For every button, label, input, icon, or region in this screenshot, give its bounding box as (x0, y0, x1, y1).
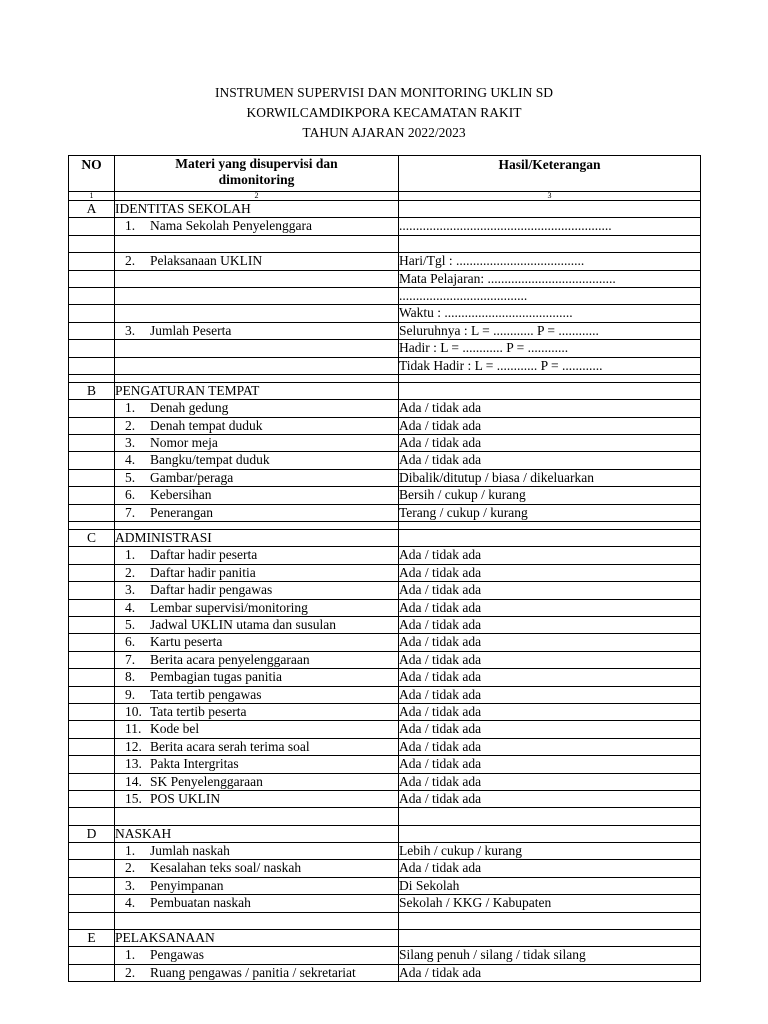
item-label: Jumlah naskah (150, 843, 230, 859)
row-materi: PENGATURAN TEMPAT (115, 382, 399, 399)
row-hasil: Ada / tidak ada (399, 400, 701, 417)
table-row (69, 322, 701, 339)
row-hasil: Ada / tidak ada (399, 634, 701, 651)
row-hasil: Ada / tidak ada (399, 564, 701, 581)
item-number: 9. (125, 686, 136, 702)
table-row (69, 305, 701, 322)
item-label: Jumlah Peserta (150, 322, 232, 338)
row-hasil: Lebih / cukup / kurang (399, 843, 701, 860)
row-hasil (399, 201, 701, 218)
row-materi: PELAKSANAAN (115, 930, 399, 947)
table-header-row (69, 156, 701, 192)
row-hasil (399, 522, 701, 530)
table-row (69, 357, 701, 374)
header-hasil: Hasil/Keterangan (399, 156, 701, 192)
table-row (69, 417, 701, 434)
row-no (69, 721, 115, 738)
table-row (69, 469, 701, 486)
title-line-3: TAHUN AJARAN 2022/2023 (302, 125, 466, 140)
row-hasil: Ada / tidak ada (399, 756, 701, 773)
table-row (69, 582, 701, 599)
row-materi (115, 305, 399, 322)
document-title (0, 83, 768, 143)
row-hasil: Mata Pelajaran: ...................................... (399, 270, 701, 287)
table-row (69, 253, 701, 270)
item-label: Berita acara penyelenggaraan (150, 651, 310, 667)
item-label: POS UKLIN (150, 790, 221, 806)
row-no (69, 738, 115, 755)
row-materi (115, 738, 399, 755)
table-row (69, 616, 701, 633)
table-row (69, 947, 701, 964)
item-number: 1. (125, 843, 136, 859)
row-no (69, 651, 115, 668)
table-row (69, 651, 701, 668)
item-number: 2. (125, 964, 136, 980)
row-hasil: Ada / tidak ada (399, 790, 701, 807)
row-materi (115, 703, 399, 720)
item-number: 12. (125, 738, 142, 754)
row-no: E (69, 930, 115, 947)
row-hasil: Ada / tidak ada (399, 616, 701, 633)
item-number: 2. (125, 417, 136, 433)
blank-row (69, 235, 701, 252)
row-no (69, 487, 115, 504)
item-number: 1. (125, 547, 136, 563)
row-materi (115, 669, 399, 686)
row-materi (115, 357, 399, 374)
header-materi: Materi yang disupervisi dan dimonitoring (115, 156, 399, 192)
row-hasil: Sekolah / KKG / Kabupaten (399, 895, 701, 912)
blank-row (69, 374, 701, 382)
row-hasil (399, 374, 701, 382)
item-number: 3. (125, 877, 136, 893)
item-number: 10. (125, 703, 142, 719)
table-row (69, 270, 701, 287)
row-no (69, 417, 115, 434)
row-no: A (69, 201, 115, 218)
table-row (69, 547, 701, 564)
table-row (69, 756, 701, 773)
row-no (69, 669, 115, 686)
item-number: 5. (125, 616, 136, 632)
row-materi (115, 287, 399, 304)
item-label: Daftar hadir peserta (150, 547, 258, 563)
table-row (69, 790, 701, 807)
blank-row (69, 808, 701, 825)
item-number: 14. (125, 773, 142, 789)
row-no (69, 773, 115, 790)
table-row (69, 340, 701, 357)
table-row (69, 400, 701, 417)
item-label: Denah gedung (150, 400, 229, 416)
item-number: 7. (125, 504, 136, 520)
table-row (69, 435, 701, 452)
table-index-row (69, 192, 701, 201)
row-hasil: Dibalik/ditutup / biasa / dikeluarkan (399, 469, 701, 486)
item-number: 6. (125, 634, 136, 650)
item-label: Pakta Intergritas (150, 756, 239, 772)
table-row (69, 895, 701, 912)
row-no: C (69, 530, 115, 547)
row-no (69, 582, 115, 599)
row-materi (115, 340, 399, 357)
item-number: 2. (125, 860, 136, 876)
row-no (69, 790, 115, 807)
row-hasil: Ada / tidak ada (399, 599, 701, 616)
row-materi (115, 400, 399, 417)
row-no (69, 452, 115, 469)
row-no (69, 808, 115, 825)
table-row (69, 634, 701, 651)
index-1: 1 (69, 192, 115, 201)
row-no (69, 357, 115, 374)
row-no (69, 895, 115, 912)
row-hasil: Ada / tidak ada (399, 452, 701, 469)
item-number: 4. (125, 599, 136, 615)
row-materi: ADMINISTRASI (115, 530, 399, 547)
table-row (69, 287, 701, 304)
table-body (69, 201, 701, 982)
row-hasil: Seluruhnya : L = ............ P = ............ (399, 322, 701, 339)
row-hasil: Ada / tidak ada (399, 773, 701, 790)
row-no (69, 912, 115, 929)
row-hasil: Bersih / cukup / kurang (399, 487, 701, 504)
row-hasil: Ada / tidak ada (399, 738, 701, 755)
row-hasil: Tidak Hadir : L = ............ P = ............ (399, 357, 701, 374)
item-label: Tata tertib peserta (150, 703, 247, 719)
row-no: D (69, 825, 115, 842)
row-no (69, 469, 115, 486)
row-hasil: Silang penuh / silang / tidak silang (399, 947, 701, 964)
item-label: Ruang pengawas / panitia / sekretariat (150, 964, 356, 980)
table-row (69, 721, 701, 738)
item-label: Nomor meja (150, 435, 218, 451)
row-materi (115, 235, 399, 252)
table-row (69, 504, 701, 521)
row-hasil: Ada / tidak ada (399, 417, 701, 434)
row-materi (115, 270, 399, 287)
blank-row (69, 912, 701, 929)
row-hasil: Ada / tidak ada (399, 582, 701, 599)
supervision-table (68, 155, 701, 982)
table-row (69, 773, 701, 790)
row-no (69, 860, 115, 877)
row-hasil (399, 530, 701, 547)
row-hasil: Hadir : L = ............ P = ............ (399, 340, 701, 357)
item-number: 7. (125, 651, 136, 667)
row-no (69, 522, 115, 530)
row-materi (115, 860, 399, 877)
row-hasil: Ada / tidak ada (399, 669, 701, 686)
item-label: Kartu peserta (150, 634, 223, 650)
row-no (69, 504, 115, 521)
table-row (69, 703, 701, 720)
row-materi: IDENTITAS SEKOLAH (115, 201, 399, 218)
table-row (69, 669, 701, 686)
row-hasil: Ada / tidak ada (399, 964, 701, 981)
row-hasil: ...................................... (399, 287, 701, 304)
item-label: Berita acara serah terima soal (150, 738, 310, 754)
header-no: NO (69, 156, 115, 192)
item-label: Pembagian tugas panitia (150, 669, 282, 685)
row-no (69, 947, 115, 964)
item-label: Pengawas (150, 947, 204, 963)
item-number: 8. (125, 669, 136, 685)
item-number: 3. (125, 322, 136, 338)
item-number: 1. (125, 947, 136, 963)
title-line-2: KORWILCAMDIKPORA KECAMATAN RAKIT (246, 105, 522, 120)
item-number: 4. (125, 895, 136, 911)
row-materi (115, 435, 399, 452)
row-materi (115, 721, 399, 738)
item-label: Jadwal UKLIN utama dan susulan (150, 616, 336, 632)
item-number: 2. (125, 564, 136, 580)
item-label: Penerangan (150, 504, 213, 520)
row-hasil: Ada / tidak ada (399, 686, 701, 703)
row-hasil (399, 808, 701, 825)
index-3: 3 (399, 192, 701, 201)
row-hasil: Ada / tidak ada (399, 547, 701, 564)
row-materi (115, 912, 399, 929)
item-number: 1. (125, 400, 136, 416)
row-hasil: ............................................................... (399, 218, 701, 235)
row-materi (115, 895, 399, 912)
row-materi (115, 469, 399, 486)
row-no (69, 374, 115, 382)
row-no (69, 703, 115, 720)
item-number: 11. (125, 721, 142, 737)
row-no (69, 877, 115, 894)
index-2: 2 (115, 192, 399, 201)
item-number: 3. (125, 582, 136, 598)
row-hasil: Ada / tidak ada (399, 721, 701, 738)
row-no (69, 547, 115, 564)
row-no (69, 305, 115, 322)
row-materi: NASKAH (115, 825, 399, 842)
row-hasil: Ada / tidak ada (399, 435, 701, 452)
row-materi (115, 790, 399, 807)
row-hasil (399, 235, 701, 252)
section-row (69, 825, 701, 842)
row-no (69, 843, 115, 860)
item-label: Kesalahan teks soal/ naskah (150, 860, 302, 876)
item-label: Bangku/tempat duduk (150, 452, 270, 468)
row-materi (115, 487, 399, 504)
row-hasil: Ada / tidak ada (399, 860, 701, 877)
row-hasil: Waktu : ...................................... (399, 305, 701, 322)
table-row (69, 738, 701, 755)
item-label: Kebersihan (150, 487, 212, 503)
row-no (69, 235, 115, 252)
row-materi (115, 417, 399, 434)
row-materi (115, 599, 399, 616)
item-label: Pelaksanaan UKLIN (150, 253, 263, 269)
table-row (69, 964, 701, 981)
row-materi (115, 686, 399, 703)
section-row (69, 530, 701, 547)
row-no (69, 322, 115, 339)
item-number: 15. (125, 790, 142, 806)
row-no (69, 287, 115, 304)
row-no (69, 400, 115, 417)
row-hasil: Terang / cukup / kurang (399, 504, 701, 521)
item-label: Pembuatan naskah (150, 895, 251, 911)
title-line-1: INSTRUMEN SUPERVISI DAN MONITORING UKLIN SD (214, 85, 554, 100)
item-label: Nama Sekolah Penyelenggara (150, 218, 312, 234)
row-materi (115, 947, 399, 964)
table-row (69, 843, 701, 860)
row-materi (115, 773, 399, 790)
row-materi (115, 651, 399, 668)
row-no (69, 599, 115, 616)
item-label: SK Penyelenggaraan (150, 773, 263, 789)
section-row (69, 930, 701, 947)
row-materi (115, 374, 399, 382)
row-hasil: Ada / tidak ada (399, 651, 701, 668)
row-materi (115, 616, 399, 633)
row-no (69, 270, 115, 287)
row-no (69, 686, 115, 703)
row-materi (115, 843, 399, 860)
row-no: B (69, 382, 115, 399)
row-hasil (399, 382, 701, 399)
row-no (69, 616, 115, 633)
item-label: Lembar supervisi/monitoring (150, 599, 308, 615)
table-row (69, 564, 701, 581)
table-row (69, 452, 701, 469)
row-no (69, 435, 115, 452)
item-label: Tata tertib pengawas (150, 686, 262, 702)
item-label: Penyimpanan (150, 877, 224, 893)
item-label: Daftar hadir pengawas (150, 582, 273, 598)
item-label: Kode bel (150, 721, 200, 737)
row-no (69, 964, 115, 981)
row-materi (115, 253, 399, 270)
row-materi (115, 582, 399, 599)
table-row (69, 487, 701, 504)
row-no (69, 564, 115, 581)
row-no (69, 340, 115, 357)
item-number: 2. (125, 253, 136, 269)
table-row (69, 877, 701, 894)
item-number: 1. (125, 218, 136, 234)
row-materi (115, 322, 399, 339)
row-materi (115, 877, 399, 894)
row-hasil (399, 912, 701, 929)
row-materi (115, 547, 399, 564)
row-materi (115, 634, 399, 651)
blank-row (69, 522, 701, 530)
row-materi (115, 218, 399, 235)
item-number: 5. (125, 469, 136, 485)
section-row (69, 201, 701, 218)
row-hasil (399, 825, 701, 842)
section-row (69, 382, 701, 399)
row-hasil: Hari/Tgl : ...................................... (399, 253, 701, 270)
row-no (69, 634, 115, 651)
row-hasil (399, 930, 701, 947)
item-number: 3. (125, 435, 136, 451)
item-number: 6. (125, 487, 136, 503)
row-materi (115, 564, 399, 581)
row-materi (115, 756, 399, 773)
row-materi (115, 808, 399, 825)
table-row (69, 686, 701, 703)
row-no (69, 756, 115, 773)
item-number: 13. (125, 756, 142, 772)
row-hasil: Di Sekolah (399, 877, 701, 894)
item-label: Daftar hadir panitia (150, 564, 256, 580)
row-no (69, 218, 115, 235)
row-materi (115, 452, 399, 469)
row-no (69, 253, 115, 270)
row-materi (115, 964, 399, 981)
table-row (69, 860, 701, 877)
item-label: Gambar/peraga (150, 469, 234, 485)
table-row (69, 218, 701, 235)
table-row (69, 599, 701, 616)
row-materi (115, 522, 399, 530)
row-hasil: Ada / tidak ada (399, 703, 701, 720)
item-number: 4. (125, 452, 136, 468)
row-materi (115, 504, 399, 521)
item-label: Denah tempat duduk (150, 417, 263, 433)
